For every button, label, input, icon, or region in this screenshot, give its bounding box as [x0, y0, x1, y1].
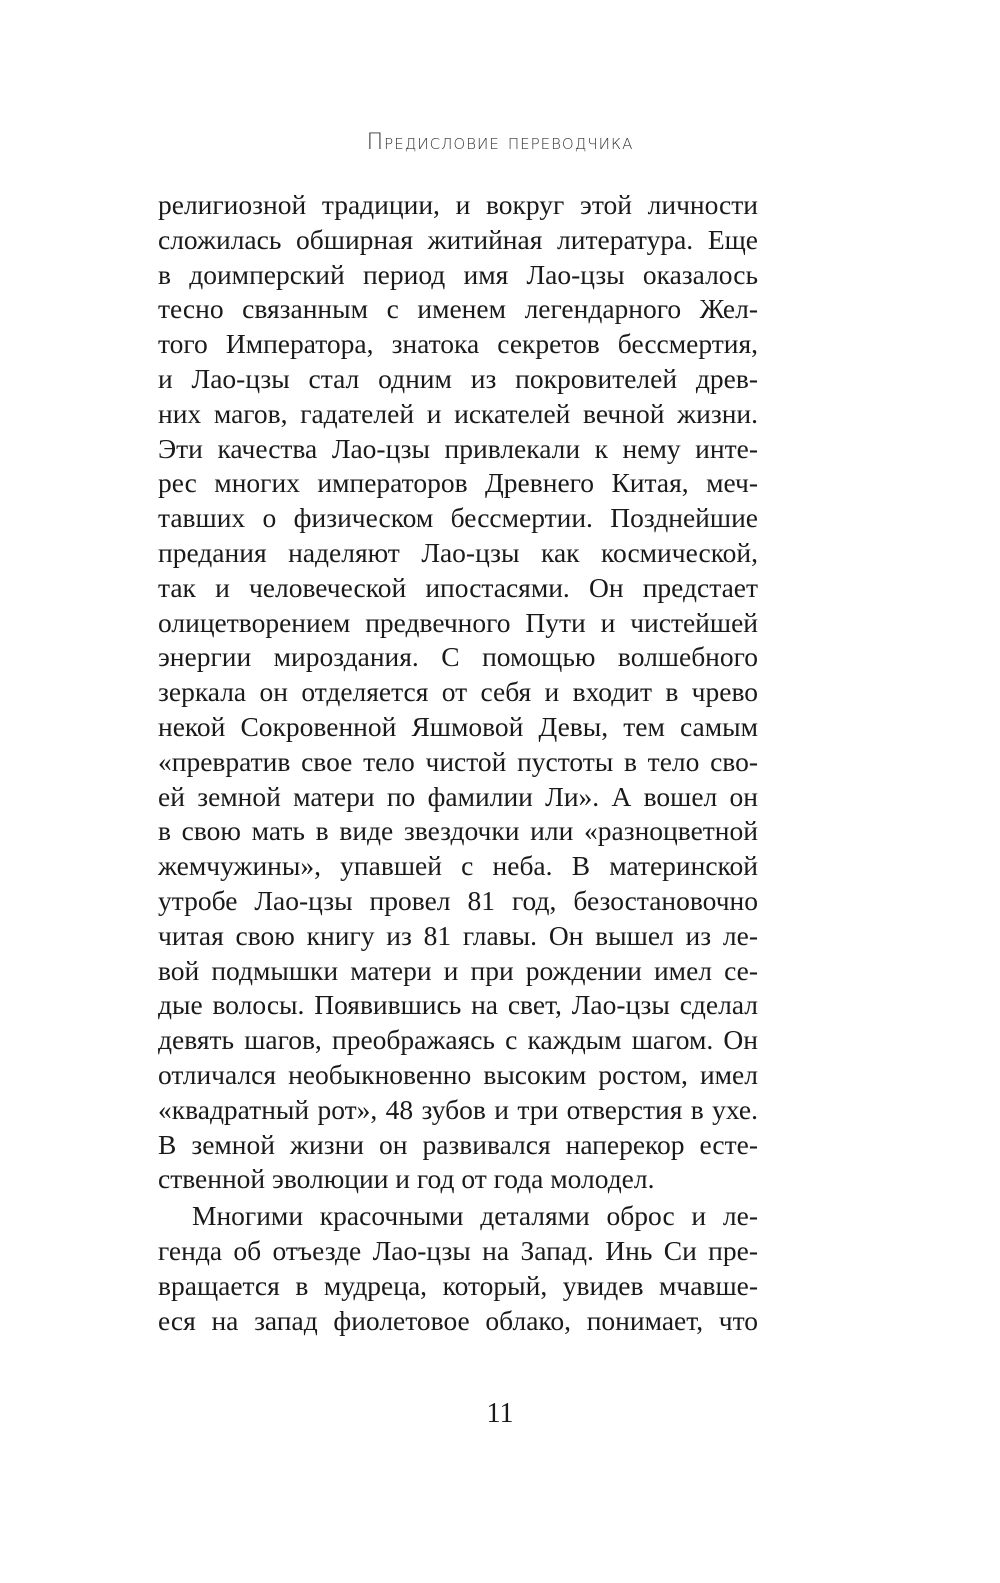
text-line: и Лао-цзы стал одним из покровителей древ- — [158, 362, 758, 394]
text-line: олицетворением предвечного Пути и чистейшей — [158, 606, 758, 638]
text-line: так и человеческой ипостасями. Он предстает — [158, 571, 758, 603]
text-line: утробе Лао-цзы провел 81 год, безостановочно — [158, 884, 758, 916]
text-line: вращается в мудреца, который, увидев мчавше- — [158, 1269, 758, 1301]
paragraph — [158, 1199, 758, 1338]
text-line: того Императора, знатока секретов бессмертия, — [158, 328, 758, 360]
text-line: Многими красочными деталями оброс и ле- — [192, 1200, 758, 1232]
text-line: них магов, гадателей и искателей вечной жизни. — [158, 397, 758, 429]
text-line: в свою мать в виде звездочки или «разноцветной — [158, 815, 758, 847]
body-text — [158, 188, 758, 1338]
text-line: жемчужины», упавшей с неба. В материнской — [158, 850, 758, 882]
text-line: энергии мироздания. С помощью волшебного — [158, 641, 758, 673]
running-head: Предисловие переводчика — [366, 130, 634, 155]
paragraph — [158, 188, 758, 1197]
text-line: Эти качества Лао-цзы привлекали к нему инте- — [158, 432, 758, 464]
text-line: «превратив свое тело чистой пустоты в тело сво- — [158, 745, 758, 777]
text-line: ственной эволюции и год от года молодел. — [158, 1163, 655, 1195]
text-line: читая свою книгу из 81 главы. Он вышел из ле- — [158, 919, 758, 951]
page-number: 11 — [486, 1398, 514, 1429]
text-line: предания наделяют Лао-цзы как космической, — [158, 536, 758, 568]
text-line: некой Сокровенной Яшмовой Девы, тем самым — [158, 710, 758, 742]
text-line: тавших о физическом бессмертии. Позднейшие — [158, 502, 758, 534]
text-line: ей земной матери по фамилии Ли». А вошел он — [158, 780, 758, 812]
text-line: еся на запад фиолетовое облако, понимает, что — [158, 1304, 758, 1336]
text-line: в доимперский период имя Лао-цзы оказалось — [158, 258, 758, 290]
text-line: отличался необыкновенно высоким ростом, имел — [158, 1058, 758, 1090]
text-line: рес многих императоров Древнего Китая, меч- — [158, 467, 758, 499]
text-line: «квадратный рот», 48 зубов и три отверстия в ухе. — [158, 1093, 758, 1125]
text-line: девять шагов, преображаясь с каждым шагом. Он — [158, 1024, 758, 1056]
text-line: зеркала он отделяется от себя и входит в чрево — [158, 676, 758, 708]
text-line: тесно связанным с именем легендарного Жел- — [158, 293, 758, 325]
text-line: В земной жизни он развивался наперекор есте- — [158, 1128, 758, 1160]
text-line: религиозной традиции, и вокруг этой личности — [158, 189, 758, 220]
text-line: дые волосы. Появившись на свет, Лао-цзы сделал — [158, 989, 758, 1021]
text-line: вой подмышки матери и при рождении имел се- — [158, 954, 758, 986]
text-line: генда об отъезде Лао-цзы на Запад. Инь Си пре- — [158, 1234, 758, 1266]
text-line: сложилась обширная житийная литература. Еще — [158, 223, 758, 255]
